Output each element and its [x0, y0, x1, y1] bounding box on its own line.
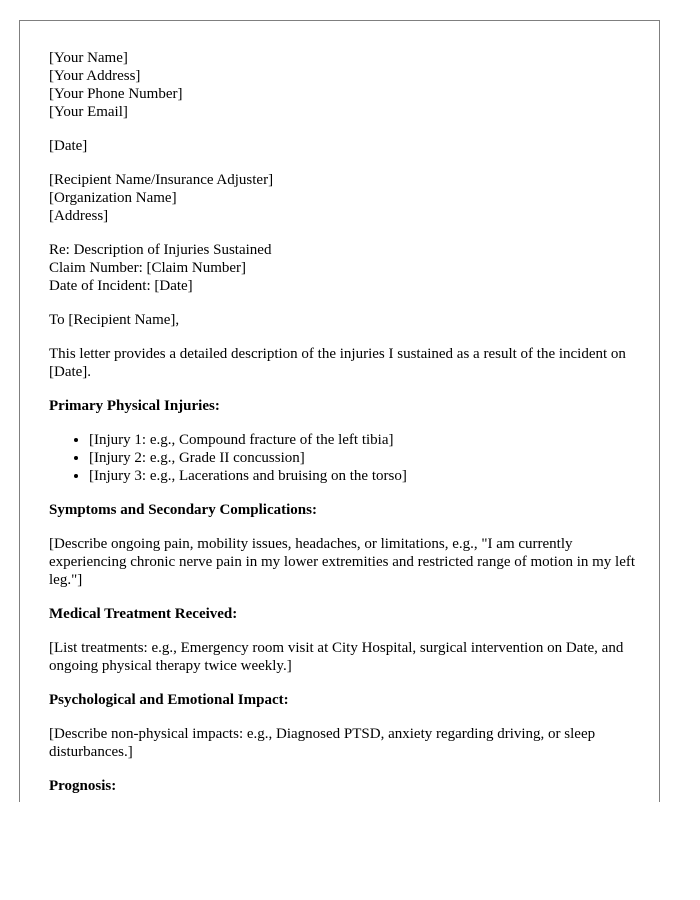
- list-item: • [Injury 3: e.g., Lacerations and bruising on the torso]: [89, 467, 639, 485]
- recipient-name: [Recipient Name/Insurance Adjuster]: [49, 172, 274, 188]
- symptoms-heading: Symptoms and Secondary Complications:: [49, 502, 317, 518]
- list-item: • [Injury 1: e.g., Compound fracture of the left tibia]: [89, 431, 639, 449]
- psychological-heading: Psychological and Emotional Impact:: [49, 692, 289, 708]
- recipient-block: [49, 171, 639, 225]
- date-block: [49, 137, 639, 155]
- sender-address: [Your Address]: [49, 68, 141, 84]
- incident-date: Date of Incident: [Date]: [49, 278, 193, 294]
- letter-content: [49, 49, 639, 802]
- sender-name: [Your Name]: [49, 50, 128, 66]
- letter-page: [19, 20, 660, 802]
- symptoms-paragraph: [Describe ongoing pain, mobility issues, headaches, or limitations, e.g., "I am currently experiencing chronic nerve pain in my lower extremities and restricted range of motion in my left leg."]: [49, 536, 636, 588]
- treatment-paragraph: [List treatments: e.g., Emergency room visit at City Hospital, surgical intervention on Date, and ongoing physical therapy twice weekly.]: [49, 640, 624, 674]
- list-item: • [Injury 2: e.g., Grade II concussion]: [89, 449, 639, 467]
- primary-injuries-list: [49, 431, 639, 485]
- salutation: To [Recipient Name],: [49, 312, 180, 328]
- sender-phone: [Your Phone Number]: [49, 86, 183, 102]
- sender-block: [49, 49, 639, 121]
- prognosis-heading: Prognosis:: [49, 778, 117, 794]
- intro-paragraph: This letter provides a detailed description of the injuries I sustained as a result of the incident on [Date].: [49, 346, 626, 380]
- sender-email: [Your Email]: [49, 104, 128, 120]
- recipient-address: [Address]: [49, 208, 109, 224]
- subject-line: Re: Description of Injuries Sustained: [49, 242, 272, 258]
- reference-block: [49, 241, 639, 295]
- treatment-heading: Medical Treatment Received:: [49, 606, 238, 622]
- claim-number: Claim Number: [Claim Number]: [49, 260, 247, 276]
- primary-injuries-heading: Primary Physical Injuries:: [49, 398, 220, 414]
- psychological-paragraph: [Describe non-physical impacts: e.g., Diagnosed PTSD, anxiety regarding driving, or sleep disturbances.]: [49, 726, 596, 760]
- letter-date: [Date]: [49, 138, 88, 154]
- recipient-organization: [Organization Name]: [49, 190, 177, 206]
